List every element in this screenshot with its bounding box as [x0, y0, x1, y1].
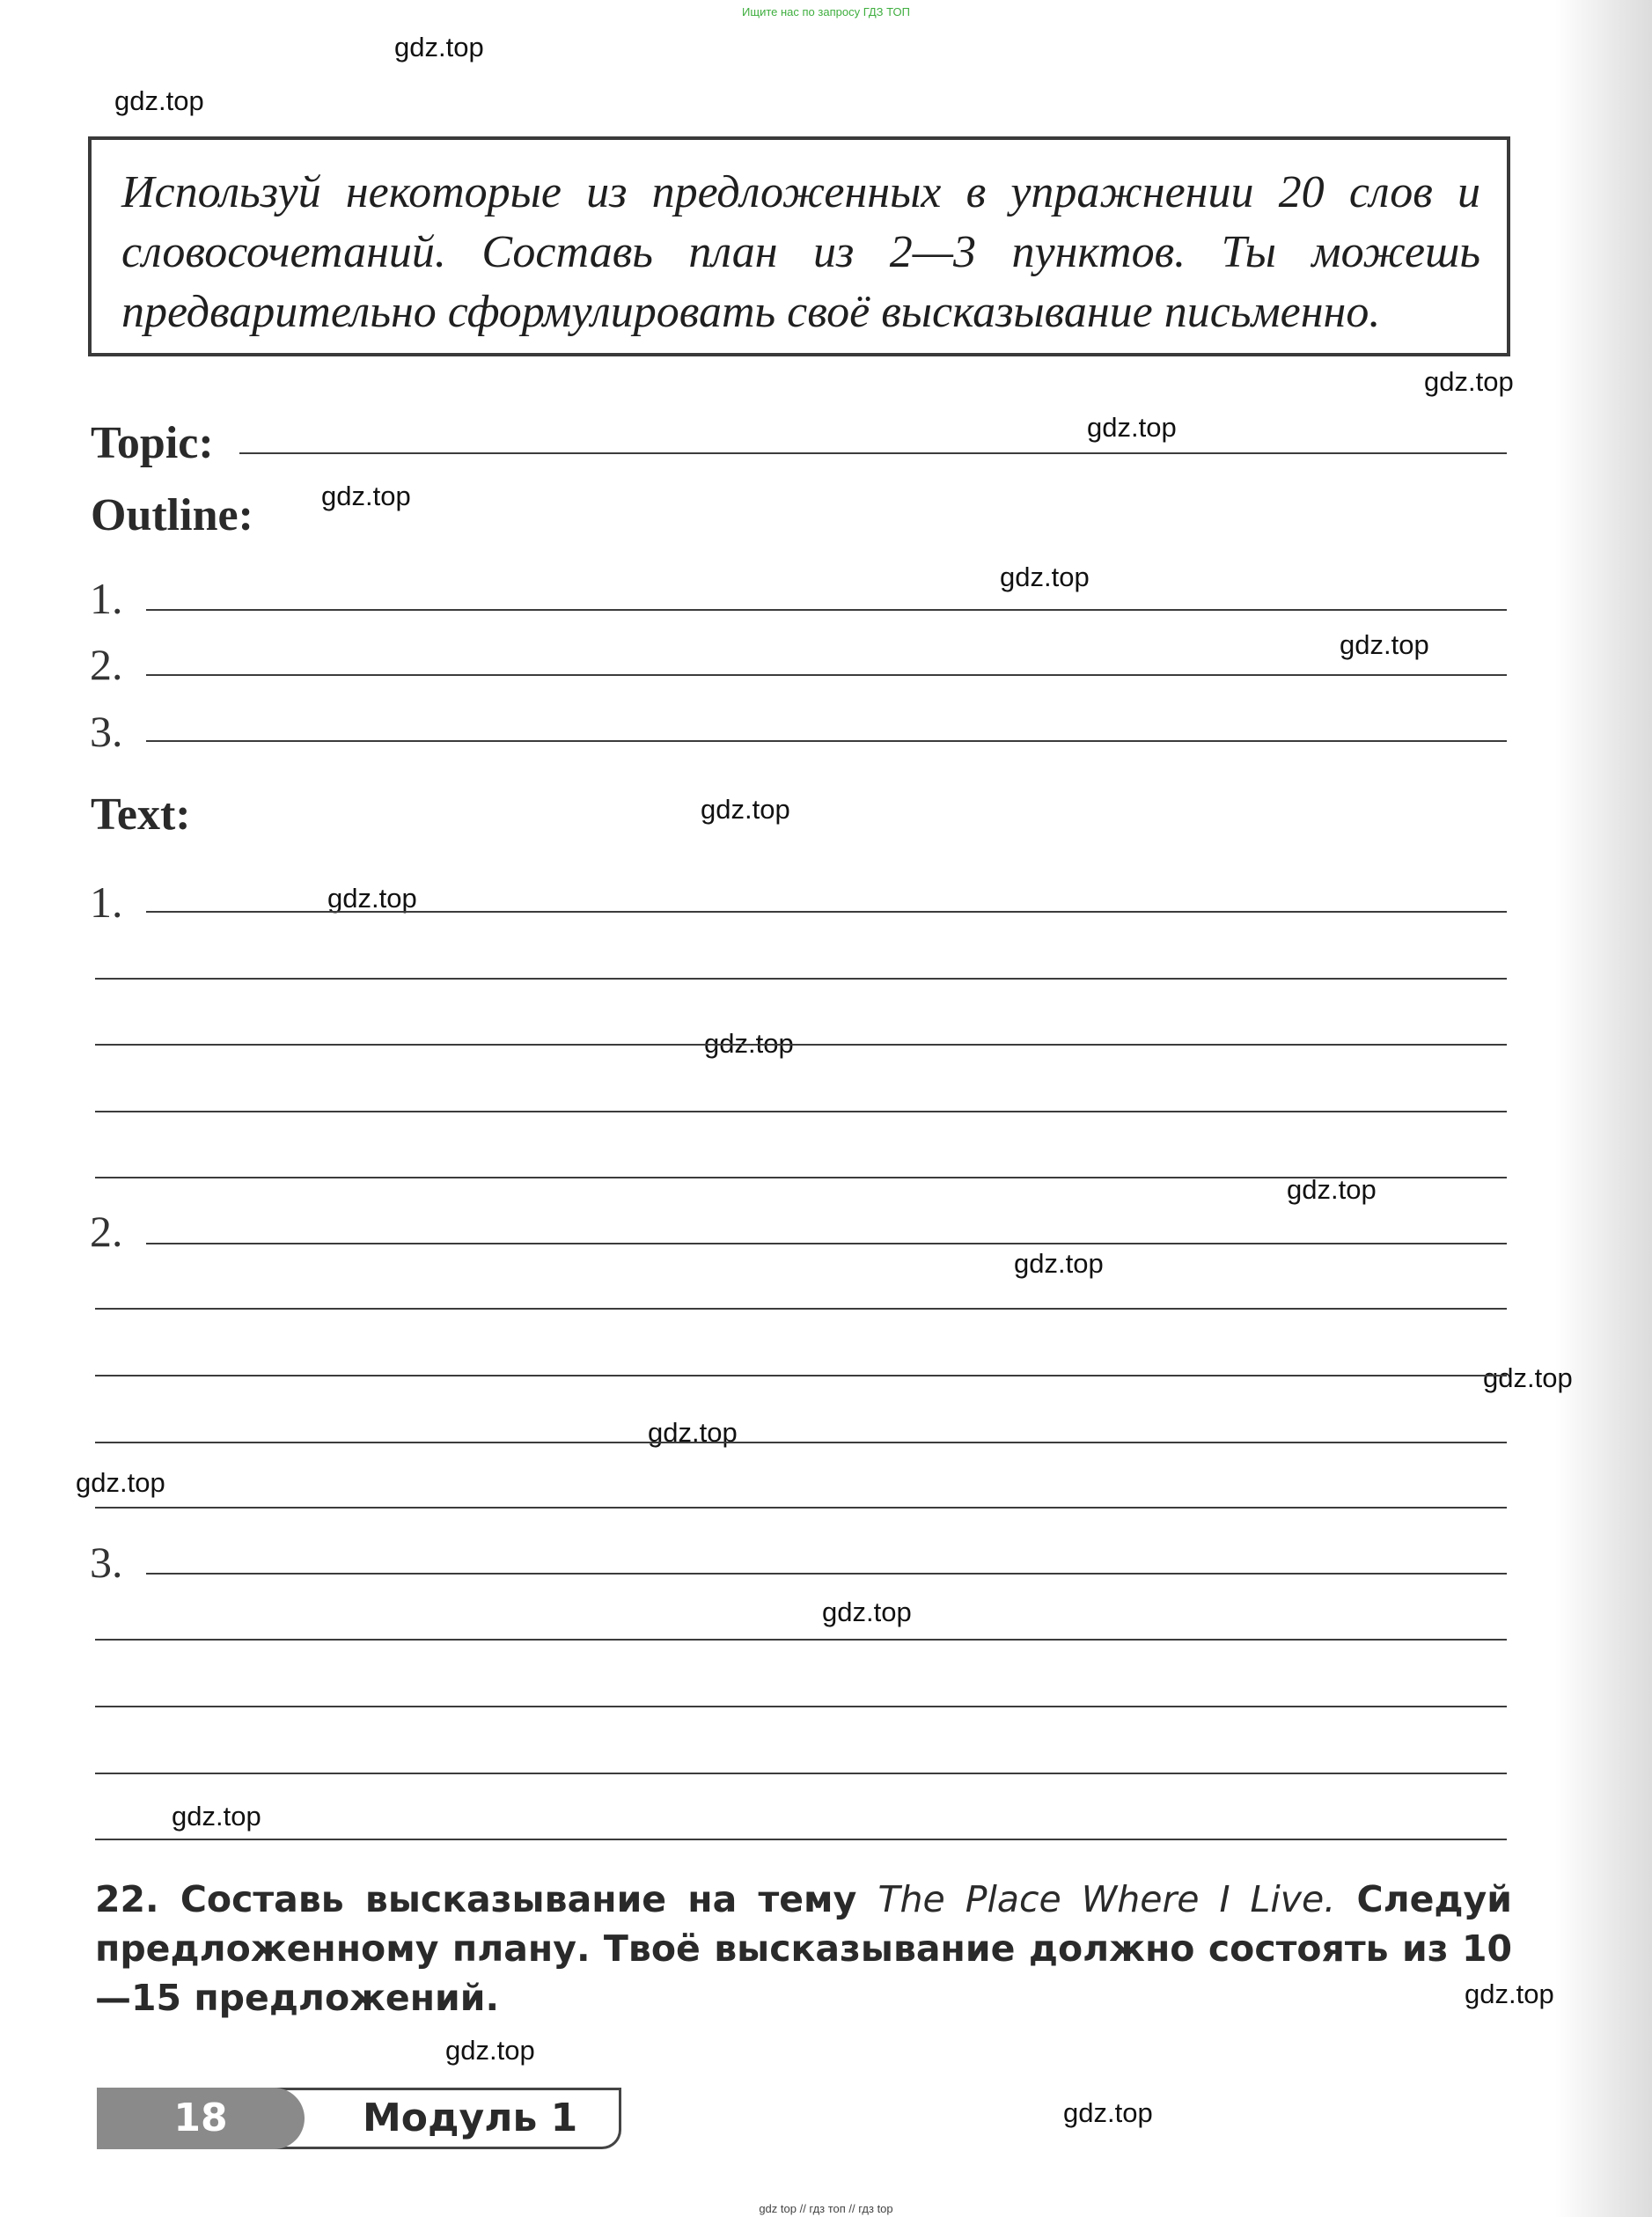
outline-answer-line-1[interactable] — [146, 609, 1507, 611]
watermark: gdz.top — [172, 1801, 261, 1832]
outline-answer-line-3[interactable] — [146, 740, 1507, 742]
text-number-1: 1. — [90, 877, 123, 927]
outline-number-3: 3. — [90, 707, 123, 756]
watermark: gdz.top — [1000, 562, 1090, 592]
task-22-text-before: Составь высказывание на тему — [180, 1878, 857, 1920]
watermark: gdz.top — [1465, 1978, 1554, 2009]
watermark: gdz.top — [822, 1597, 912, 1627]
task-22 — [95, 1875, 1512, 2022]
outline-label: Outline: — [91, 490, 253, 540]
topic-answer-line[interactable] — [239, 452, 1507, 454]
text-answer-line[interactable] — [95, 1177, 1507, 1178]
text-answer-line[interactable] — [95, 1839, 1507, 1840]
text-answer-line[interactable] — [95, 1773, 1507, 1774]
outline-number-1: 1. — [90, 574, 123, 623]
watermark: gdz.top — [1087, 412, 1177, 443]
watermark: gdz.top — [1483, 1362, 1573, 1393]
text-number-3: 3. — [90, 1538, 123, 1587]
page-number: 18 — [97, 2088, 305, 2149]
watermark: gdz.top — [114, 85, 204, 116]
watermark: gdz.top — [1424, 366, 1514, 397]
top-banner: Ищите нас по запросу ГДЗ ТОП — [742, 5, 910, 18]
bottom-banner: gdz top // гдз топ // гдз top — [759, 2202, 893, 2215]
text-answer-line[interactable] — [95, 1507, 1507, 1509]
module-label: Модуль 1 — [363, 2096, 578, 2140]
outline-number-2: 2. — [90, 640, 123, 689]
text-answer-line[interactable] — [95, 978, 1507, 980]
text-answer-line[interactable] — [146, 1573, 1507, 1575]
text-answer-line[interactable] — [95, 1111, 1507, 1112]
text-answer-line[interactable] — [146, 911, 1507, 913]
page-edge-shadow — [1555, 0, 1652, 2217]
text-answer-line[interactable] — [95, 1375, 1507, 1376]
text-label: Text: — [91, 789, 191, 840]
watermark: gdz.top — [394, 32, 484, 62]
outline-answer-line-2[interactable] — [146, 674, 1507, 676]
text-answer-line[interactable] — [95, 1639, 1507, 1641]
text-answer-line[interactable] — [95, 1308, 1507, 1310]
watermark: gdz.top — [1340, 629, 1429, 660]
watermark: gdz.top — [321, 481, 411, 511]
text-answer-line[interactable] — [146, 1243, 1507, 1244]
task-22-text-after: Следуй предложенному плану. Твоё высказывание должно состоять из 10—15 предложений. — [95, 1878, 1512, 2019]
text-answer-line[interactable] — [95, 1044, 1507, 1046]
instruction-box: Используй некоторые из предложенных в упражнении 20 слов и словосочетаний. Составь план из 2—3 пунктов. Ты можешь предварительно сформулировать своё высказывание письменно. — [88, 136, 1510, 356]
watermark: gdz.top — [648, 1417, 738, 1448]
watermark: gdz.top — [327, 883, 417, 914]
watermark: gdz.top — [445, 2035, 535, 2066]
watermark: gdz.top — [76, 1467, 165, 1498]
topic-label: Topic: — [91, 418, 214, 468]
watermark: gdz.top — [704, 1028, 794, 1059]
watermark: gdz.top — [701, 794, 790, 825]
text-number-2: 2. — [90, 1207, 123, 1256]
text-answer-line[interactable] — [95, 1706, 1507, 1707]
watermark: gdz.top — [1014, 1248, 1104, 1279]
task-22-number: 22. — [95, 1878, 159, 1920]
text-answer-line[interactable] — [95, 1442, 1507, 1443]
task-22-title: The Place Where I Live. — [877, 1878, 1336, 1920]
watermark: gdz.top — [1063, 2097, 1153, 2128]
watermark: gdz.top — [1287, 1174, 1377, 1205]
